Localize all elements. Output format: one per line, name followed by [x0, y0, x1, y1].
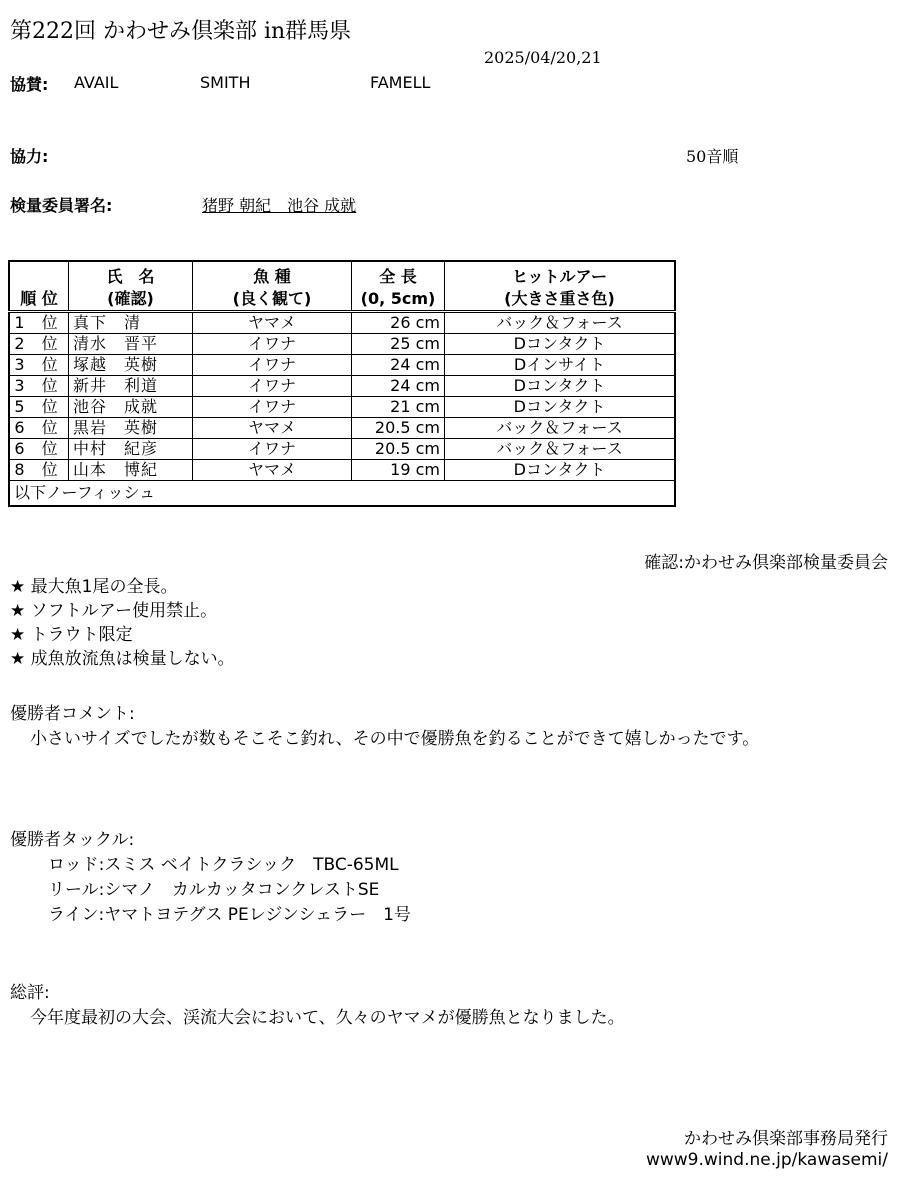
winner-comment-text: 小さいサイズでしたが数もそこそこ釣れ、その中で優勝魚を釣ることができて嬉しかったです。: [30, 729, 760, 749]
footer-url[interactable]: www9.wind.ne.jp/kawasemi/: [645, 1150, 888, 1170]
fish-cell: イワナ: [193, 355, 352, 376]
rules-list: [10, 576, 235, 672]
sponsor-name: FAMELL: [370, 73, 431, 92]
table-row: [9, 460, 675, 481]
sponsor-name: SMITH: [200, 73, 251, 92]
table-row: [9, 312, 675, 334]
sponsor-name: AVAIL: [74, 73, 119, 92]
name-cell: 中村 紀彦: [69, 439, 193, 460]
length-cell: 20.5 cm: [352, 418, 445, 439]
rule-item: ★ 最大魚1尾の全長。: [10, 577, 178, 597]
table-row: [9, 376, 675, 397]
rank-header: 順 位: [9, 261, 69, 312]
inspector-names: 猪野 朝紀 池谷 成就: [202, 196, 357, 215]
lure-cell: Dコンタクト: [445, 376, 676, 397]
rank-cell: 1 位: [9, 312, 69, 334]
cooperation-label: 協力:: [10, 147, 49, 166]
length-cell: 25 cm: [352, 334, 445, 355]
table-row: [9, 334, 675, 355]
table-row: [9, 397, 675, 418]
lure-cell: バック＆フォース: [445, 418, 676, 439]
rank-cell: 3 位: [9, 355, 69, 376]
summary-label: 総評:: [10, 983, 50, 1003]
name-cell: 山本 博紀: [69, 460, 193, 481]
tackle-rod: ロッド:スミス ベイトクラシック TBC-65ML: [48, 855, 399, 875]
lure-cell: Dインサイト: [445, 355, 676, 376]
name-header: 氏 名 (確認): [69, 261, 193, 312]
order-note: 50音順: [686, 147, 739, 166]
no-fish-note: 以下ノーフィッシュ: [9, 481, 675, 507]
rank-cell: 5 位: [9, 397, 69, 418]
fish-cell: ヤマメ: [193, 418, 352, 439]
event-date: 2025/04/20,21: [484, 48, 602, 67]
lure-cell: バック＆フォース: [445, 312, 676, 334]
name-cell: 池谷 成就: [69, 397, 193, 418]
lure-header: ヒットルアー (大きさ重さ色): [445, 261, 676, 312]
rank-cell: 2 位: [9, 334, 69, 355]
winner-tackle-label: 優勝者タックル:: [10, 830, 135, 850]
no-fish-row: [9, 481, 675, 507]
name-cell: 新井 利道: [69, 376, 193, 397]
length-cell: 20.5 cm: [352, 439, 445, 460]
length-cell: 21 cm: [352, 397, 445, 418]
length-header: 全 長 (0, 5cm): [352, 261, 445, 312]
table-row: [9, 355, 675, 376]
results-table: [8, 260, 676, 507]
winner-comment-section: [10, 702, 759, 752]
rank-cell: 3 位: [9, 376, 69, 397]
name-cell: 真下 清: [69, 312, 193, 334]
rule-item: ★ ソフトルアー使用禁止。: [10, 601, 218, 621]
rule-item: ★ トラウト限定: [10, 625, 133, 645]
table-header-row: [9, 261, 675, 312]
lure-cell: バック＆フォース: [445, 439, 676, 460]
tackle-reel: リール:シマノ カルカッタコンクレストSE: [48, 880, 380, 900]
rank-cell: 8 位: [9, 460, 69, 481]
rank-cell: 6 位: [9, 439, 69, 460]
summary-section: [10, 981, 625, 1031]
rule-item: ★ 成魚放流魚は検量しない。: [10, 649, 235, 669]
inspectors-label: 検量委員署名:: [10, 196, 113, 215]
footer-publisher: かわせみ倶楽部事務局発行: [684, 1129, 888, 1149]
name-cell: 清水 晋平: [69, 334, 193, 355]
length-cell: 24 cm: [352, 376, 445, 397]
fish-cell: イワナ: [193, 439, 352, 460]
fish-header: 魚 種 (良く観て): [193, 261, 352, 312]
winner-comment-label: 優勝者コメント:: [10, 704, 135, 724]
winner-tackle-section: [10, 828, 411, 928]
lure-cell: Dコンタクト: [445, 397, 676, 418]
name-cell: 黒岩 英樹: [69, 418, 193, 439]
lure-cell: Dコンタクト: [445, 460, 676, 481]
lure-cell: Dコンタクト: [445, 334, 676, 355]
rank-cell: 6 位: [9, 418, 69, 439]
summary-text: 今年度最初の大会、渓流大会において、久々のヤマメが優勝魚となりました。: [30, 1008, 625, 1028]
fish-cell: イワナ: [193, 376, 352, 397]
page-title: 第222回 かわせみ倶楽部 in群馬県: [10, 19, 352, 44]
confirmation-note: 確認:かわせみ倶楽部検量委員会: [644, 553, 888, 573]
length-cell: 26 cm: [352, 312, 445, 334]
fish-cell: イワナ: [193, 397, 352, 418]
fish-cell: ヤマメ: [193, 312, 352, 334]
table-row: [9, 439, 675, 460]
name-cell: 塚越 英樹: [69, 355, 193, 376]
table-row: [9, 418, 675, 439]
fish-cell: ヤマメ: [193, 460, 352, 481]
fish-cell: イワナ: [193, 334, 352, 355]
sponsors-label: 協賛:: [10, 75, 49, 94]
tackle-line: ライン:ヤマトヨテグス PEレジンシェラー 1号: [48, 905, 411, 925]
length-cell: 24 cm: [352, 355, 445, 376]
length-cell: 19 cm: [352, 460, 445, 481]
